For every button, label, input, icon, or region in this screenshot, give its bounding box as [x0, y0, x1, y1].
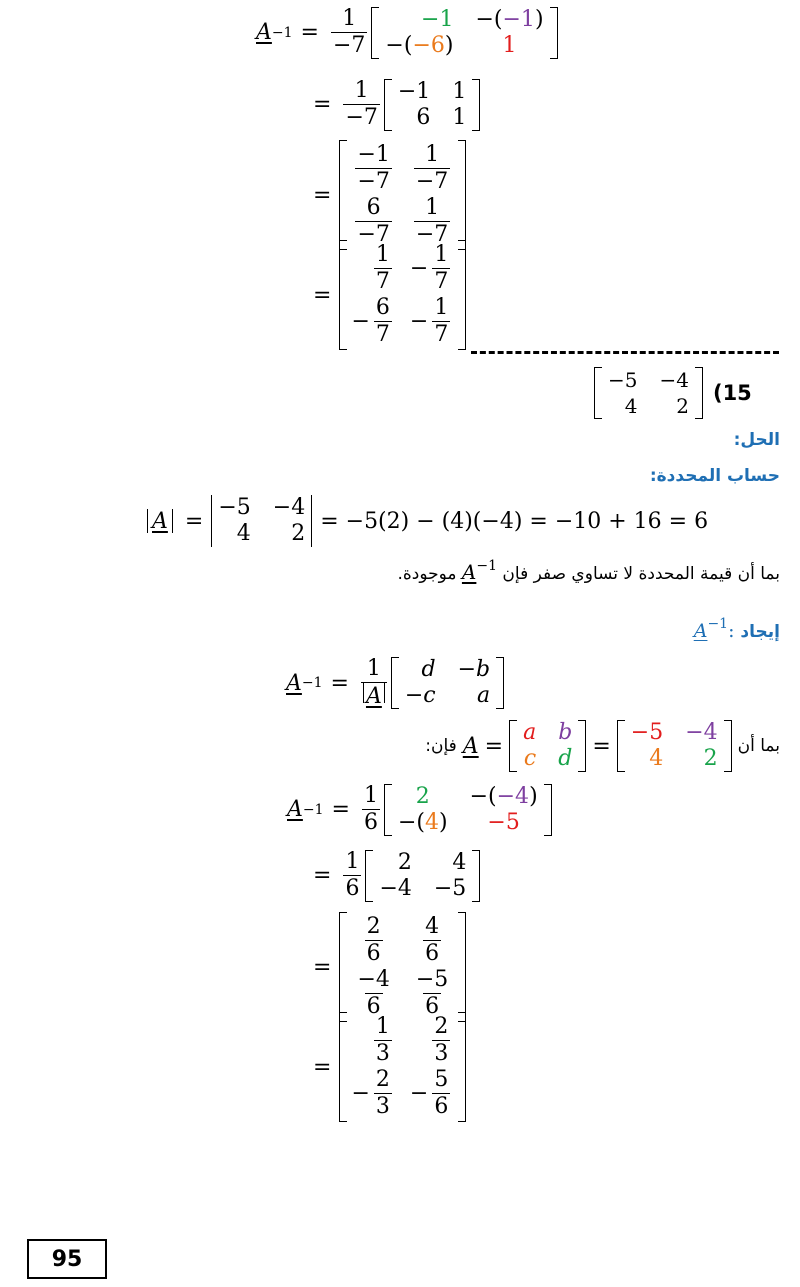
block2-line3: = $\frac{2}{6}$ $\frac{4}{6}$ $\frac{-4}{6}$ $\frac{-5}{6}$: [313, 912, 466, 1022]
matrix: −1 −(−1) −(−6) 1: [371, 7, 557, 59]
question-matrix: −5 −4 4 2: [594, 367, 703, 419]
determinant-statement: بما أن قيمة المحددة لا تساوي صفر فإن $A^{-1}$ موجودة.: [397, 558, 780, 584]
since-line: بما أن A = a b c d = −5 −4 4 2 فإن:: [425, 720, 780, 771]
question-number: (15: [712, 381, 752, 405]
block2-line4: = $\frac{1}{3}$ $\frac{2}{3}$ − $\frac{2}{3}$ − $\frac{5}{6}$: [313, 1012, 466, 1122]
section-divider: [471, 351, 779, 354]
find-inverse-heading: إيجاد $A^{-1}$:: [693, 616, 780, 642]
inverse-symbol: A: [256, 20, 272, 45]
scalar-fraction: $\frac{1}{-7}$: [345, 78, 378, 130]
matrix: −1 1 6 1: [384, 79, 480, 131]
solution-label: الحل:: [733, 430, 780, 450]
matrix: $\frac{2}{6}$ $\frac{4}{6}$ $\frac{-4}{6}$ $\frac{-5}{6}$: [339, 912, 466, 1022]
matrix: $\frac{1}{7}$ − $\frac{1}{7}$ − $\frac{6}{7}$ − $\frac{1}{7}$: [339, 240, 466, 350]
block2-line2: = $\frac{1}{6}$ 2 4 −4 −5: [313, 849, 480, 902]
page-number: 95: [27, 1239, 107, 1279]
formula-matrix: d −b −c a: [391, 657, 504, 709]
matrix: 2 −(−4) −(4) −5: [384, 784, 552, 836]
matrix: $\frac{-1}{-7}$ $\frac{1}{-7}$ $\frac{6}{-7}$ $\frac{1}{-7}$: [339, 140, 466, 250]
block1-line1: A −1 = $\frac{1}{-7}$ −1 −(−1) −(−6) 1: [256, 6, 558, 59]
block2-line1: A −1 = $\frac{1}{6}$ 2 −(−4) −(4) −5: [287, 783, 552, 836]
inverse-formula: A −1 = $\frac{1}{A}$ d −b −c a: [286, 656, 504, 710]
block1-line2: = $\frac{1}{-7}$ −1 1 6 1: [313, 78, 480, 131]
block1-line4: = $\frac{1}{7}$ − $\frac{1}{7}$ − $\frac{6}{7}$ − $\frac{1}{7}$: [313, 240, 466, 350]
matrix: $\frac{1}{3}$ $\frac{2}{3}$ − $\frac{2}{3}$ − $\frac{5}{6}$: [339, 1012, 466, 1122]
determinant-heading: حساب المحددة:: [649, 466, 780, 486]
determinant-matrix: −5 −4 4 2: [211, 495, 312, 547]
block1-line3: = $\frac{-1}{-7}$ $\frac{1}{-7}$ $\frac{6}{-7}$ $\frac{1}{-7}$: [313, 140, 466, 250]
question-15: [594, 367, 752, 419]
matrix: 2 4 −4 −5: [365, 850, 480, 902]
scalar-fraction: $\frac{1}{-7}$: [332, 6, 366, 58]
determinant-line: A = −5 −4 4 2 = −5(2) − (4)(−4) = −10 + 16 = 6: [147, 495, 708, 547]
